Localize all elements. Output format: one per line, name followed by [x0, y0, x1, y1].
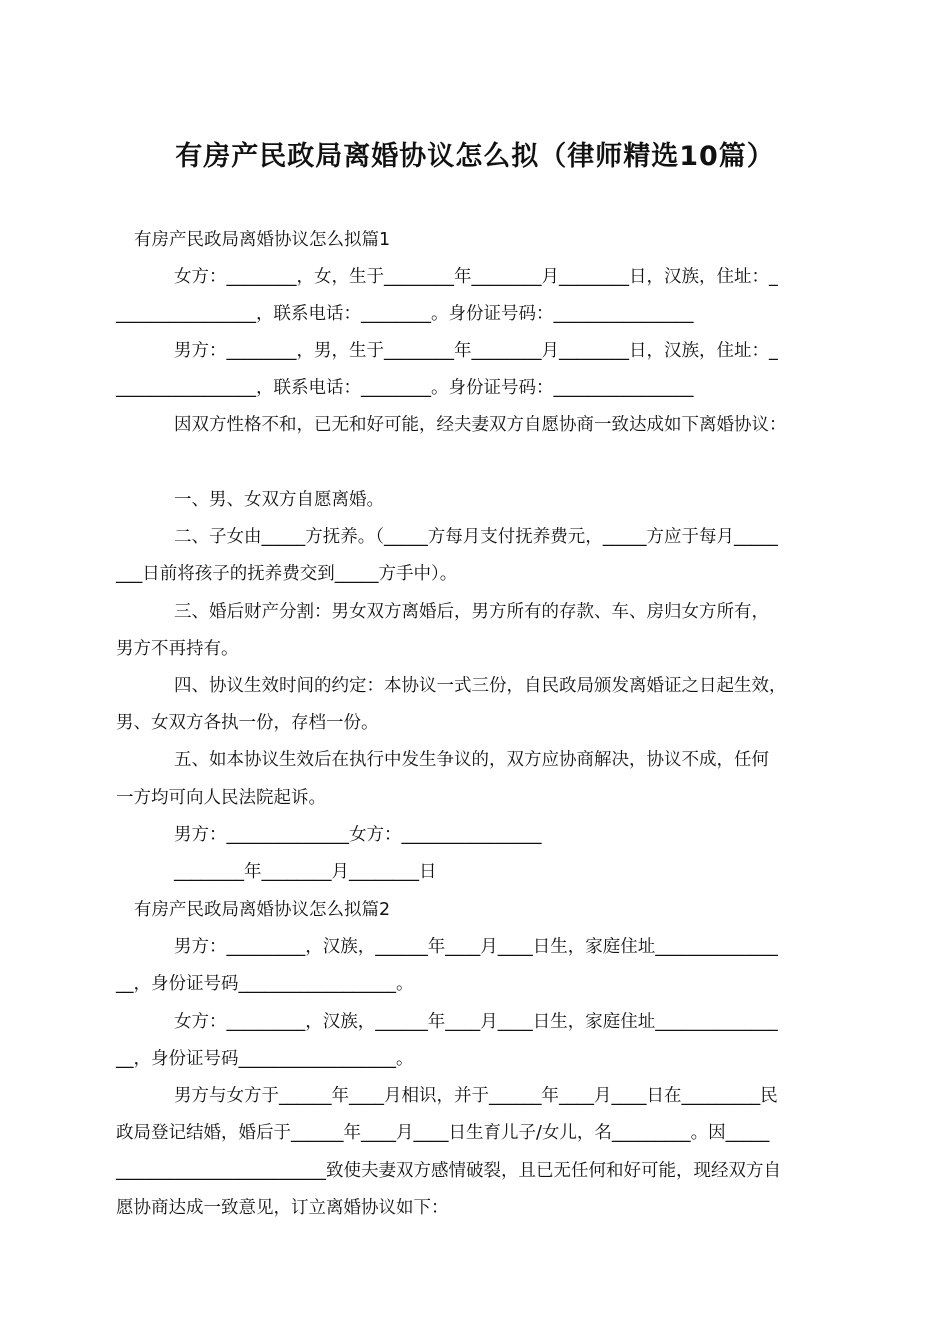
text-line: 一、男、女双方自愿离婚。	[174, 490, 384, 510]
text-line: 三、婚后财产分割：男女双方离婚后，男方所有的存款、车、房归女方所有，	[174, 602, 769, 622]
text-line: __，身份证号码__________________。	[116, 1049, 414, 1069]
text-line: 男方与女方于______年____月相识，并于______年____月____日在_________民	[174, 1086, 778, 1106]
section-heading-2: 有房产民政局离婚协议怎么拟篇2	[134, 900, 391, 920]
text-line: 男方：________，男，生于________年________月________日，汉族，住址：_	[174, 341, 778, 361]
signature-line: 男方：______________女方：________________	[174, 825, 542, 845]
text-line: 男方不再持有。	[116, 639, 239, 659]
text-line: ________________，联系电话：________。身份证号码：________________	[116, 304, 694, 324]
text-line: __，身份证号码__________________。	[116, 974, 414, 994]
section-heading-1: 有房产民政局离婚协议怎么拟篇1	[134, 230, 391, 250]
text-line: 五、如本协议生效后在执行中发生争议的，双方应协商解决，协议不成，任何	[174, 750, 769, 770]
text-line: ___日前将孩子的抚养费交到_____方手中）。	[116, 564, 458, 584]
text-line: ________________________致使夫妻双方感情破裂，且已无任何和好可能，现经双方自	[116, 1161, 781, 1181]
text-line: 愿协商达成一致意见，订立离婚协议如下：	[116, 1198, 449, 1218]
text-line: 因双方性格不和，已无和好可能，经夫妻双方自愿协商一致达成如下离婚协议：	[174, 415, 787, 435]
text-line: 男方：_________，汉族，______年____月____日生，家庭住址______________	[174, 937, 778, 957]
text-line: ________________，联系电话：________。身份证号码：________________	[116, 378, 694, 398]
text-line: 男、女双方各执一份，存档一份。	[116, 713, 379, 733]
text-line: 女方：________，女，生于________年________月________日，汉族，住址：_	[174, 267, 778, 287]
text-line: 二、子女由_____方抚养。（_____方每月支付抚养费元，_____方应于每月_____	[174, 527, 778, 547]
text-line: 女方：_________，汉族，______年____月____日生，家庭住址______________	[174, 1012, 778, 1032]
text-line: 一方均可向人民法院起诉。	[116, 788, 326, 808]
date-line: ________年________月________日	[174, 862, 437, 882]
page-title: 有房产民政局离婚协议怎么拟（律师精选10篇）	[175, 141, 775, 172]
text-line: 四、协议生效时间的约定：本协议一式三份，自民政局颁发离婚证之日起生效，	[174, 676, 787, 696]
text-line: 政局登记结婚，婚后于______年____月____日生育儿子/女儿，名_________。因_____	[116, 1123, 770, 1143]
